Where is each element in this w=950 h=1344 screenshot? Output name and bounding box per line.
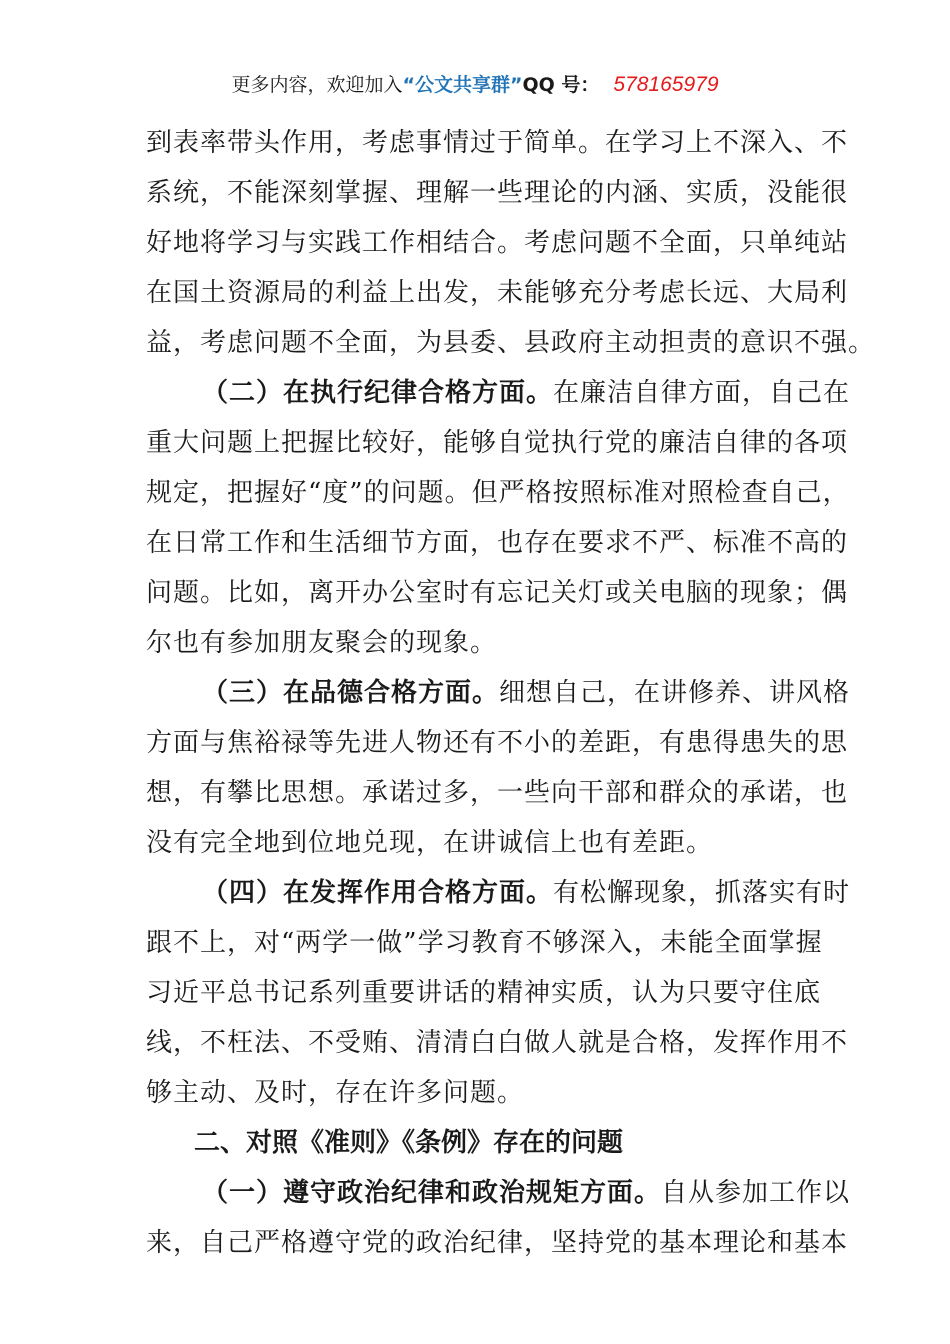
text-line: 跟不上，对“两学一做”学习教育不够深入，未能全面掌握 xyxy=(146,928,823,958)
text-run: 有松懈现象，抓落实有时 xyxy=(553,878,851,908)
text-line: 来，自己严格遵守党的政治纪律，坚持党的基本理论和基本 xyxy=(146,1228,849,1258)
header-banner xyxy=(0,72,950,98)
text-line xyxy=(146,668,851,718)
text-line: 想，有攀比思想。承诺过多，一些向干部和群众的承诺，也 xyxy=(146,778,849,808)
text-line: 问题。比如，离开办公室时有忘记关灯或关电脑的现象；偶 xyxy=(146,578,849,608)
text-line: 到表率带头作用，考虑事情过于简单。在学习上不深入、不 xyxy=(146,128,849,158)
text-line: 够主动、及时，存在许多问题。 xyxy=(146,1078,525,1108)
text-line: 没有完全地到位地兑现，在讲诚信上也有差距。 xyxy=(146,828,714,858)
paragraph-discipline xyxy=(146,368,851,668)
text-line: 方面与焦裕禄等先进人物还有不小的差距，有患得患失的思 xyxy=(146,728,849,758)
text-line: 在国土资源局的利益上出发，未能够充分考虑长远、大局利 xyxy=(146,278,849,308)
text-line: 规定，把握好“度”的问题。但严格按照标准对照检查自己， xyxy=(146,478,850,508)
document-body xyxy=(146,118,876,1268)
text-run: 自从参加工作以 xyxy=(661,1178,851,1208)
paragraph-morality xyxy=(146,668,851,868)
text-line: 系统，不能深刻掌握、理解一些理论的内涵、实质，没能很 xyxy=(146,178,849,208)
text-line xyxy=(146,1168,851,1218)
text-run: 在廉洁自律方面，自己在 xyxy=(553,378,851,408)
subheading: （三）在品德合格方面。 xyxy=(202,678,500,708)
text-line: 重大问题上把握比较好，能够自觉执行党的廉洁自律的各项 xyxy=(146,428,849,458)
subheading: （二）在执行纪律合格方面。 xyxy=(202,378,554,408)
group-name: “公文共享群” xyxy=(402,74,523,96)
text-line: 尔也有参加朋友聚会的现象。 xyxy=(146,628,498,658)
qq-number: 578165979 xyxy=(613,73,719,96)
text-run: 细想自己，在讲修养、讲风格 xyxy=(499,678,851,708)
header-prefix: 更多内容，欢迎加入 xyxy=(231,74,403,96)
text-line: 习近平总书记系列重要讲话的精神实质，认为只要守住底 xyxy=(146,978,822,1008)
subheading: （一）遵守政治纪律和政治规矩方面。 xyxy=(202,1178,662,1208)
text-line: 在日常工作和生活细节方面，也存在要求不严、标准不高的 xyxy=(146,528,849,558)
text-line: 益，考虑问题不全面，为县委、县政府主动担责的意识不强。 xyxy=(146,328,876,358)
paragraph-political xyxy=(146,1168,851,1268)
text-line xyxy=(146,368,851,418)
text-line: 线，不枉法、不受贿、清清白白做人就是合格，发挥作用不 xyxy=(146,1028,849,1058)
section-heading: 二、对照《准则》《条例》存在的问题 xyxy=(194,1128,624,1158)
qq-label: QQ 号： xyxy=(522,74,600,96)
paragraph-role xyxy=(146,868,851,1118)
text-line xyxy=(146,868,851,918)
paragraph-1 xyxy=(146,118,876,368)
subheading: （四）在发挥作用合格方面。 xyxy=(202,878,554,908)
text-line: 好地将学习与实践工作相结合。考虑问题不全面，只单纯站 xyxy=(146,228,849,258)
